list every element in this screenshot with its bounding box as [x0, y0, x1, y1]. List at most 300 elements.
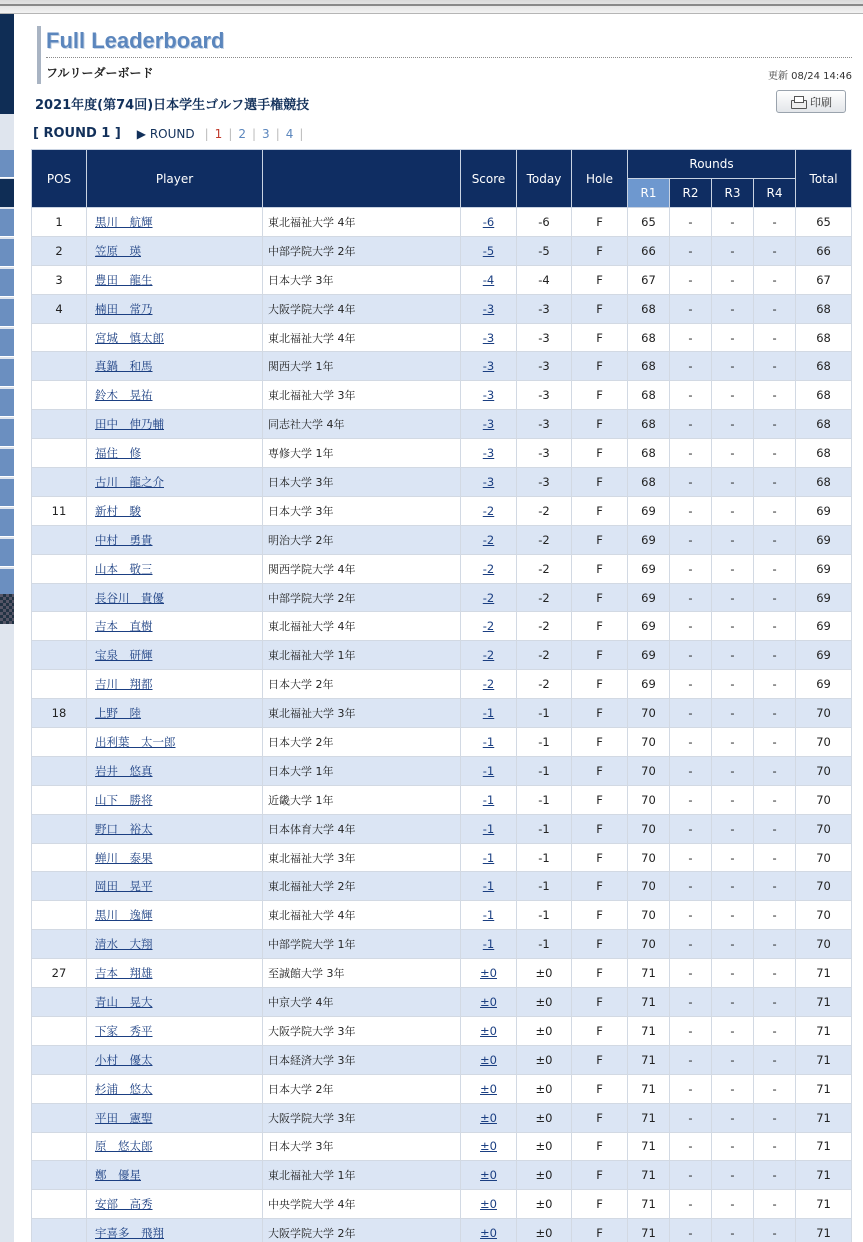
- player-cell: [87, 930, 263, 959]
- header-r1: R1: [628, 179, 670, 208]
- hole-cell: F: [572, 785, 628, 814]
- pos-cell: 11: [32, 496, 87, 525]
- school-cell: 東北福祉大学 2年: [263, 872, 461, 901]
- r4-cell: -: [754, 872, 796, 901]
- score-link[interactable]: -5: [482, 243, 495, 258]
- score-link[interactable]: ±0: [480, 966, 497, 981]
- player-link[interactable]: 中村 勇貴: [95, 532, 153, 547]
- round-nav-label: ▶ ROUND: [136, 126, 195, 141]
- r2-cell: -: [670, 988, 712, 1017]
- score-cell: [461, 785, 517, 814]
- r4-cell: -: [754, 352, 796, 381]
- player-link[interactable]: 安部 高秀: [95, 1197, 153, 1212]
- pos-cell: 4: [32, 294, 87, 323]
- r3-cell: -: [712, 583, 754, 612]
- score-link[interactable]: ±0: [480, 1168, 497, 1183]
- score-link[interactable]: -1: [482, 792, 495, 807]
- r4-cell: -: [754, 699, 796, 728]
- table-row: [32, 814, 852, 843]
- score-link[interactable]: -6: [482, 214, 495, 229]
- player-link[interactable]: 笠原 瑛: [95, 243, 141, 258]
- score-link[interactable]: -1: [482, 937, 495, 952]
- total-cell: 65: [796, 208, 852, 237]
- total-cell: 69: [796, 641, 852, 670]
- pos-cell: [32, 352, 87, 381]
- r4-cell: -: [754, 1045, 796, 1074]
- player-link[interactable]: 岡田 晃平: [95, 879, 153, 894]
- r4-cell: -: [754, 1074, 796, 1103]
- r4-cell: -: [754, 1016, 796, 1045]
- score-link[interactable]: ±0: [480, 1110, 497, 1125]
- table-row: [32, 612, 852, 641]
- school-cell: 関西学院大学 4年: [263, 554, 461, 583]
- player-cell: [87, 410, 263, 439]
- school-cell: 日本大学 3年: [263, 1132, 461, 1161]
- score-link[interactable]: ±0: [480, 1081, 497, 1096]
- hole-cell: F: [572, 641, 628, 670]
- hole-cell: F: [572, 439, 628, 468]
- score-cell: [461, 612, 517, 641]
- r2-cell: -: [670, 525, 712, 554]
- r4-cell: -: [754, 236, 796, 265]
- score-cell: [461, 1190, 517, 1219]
- today-cell: -1: [517, 728, 572, 757]
- table-row: [32, 410, 852, 439]
- total-cell: 70: [796, 699, 852, 728]
- print-button[interactable]: [776, 90, 846, 113]
- sidebar-item[interactable]: [0, 449, 14, 477]
- round-link-1[interactable]: 1: [214, 126, 223, 141]
- player-cell: [87, 872, 263, 901]
- player-link[interactable]: 原 悠太郎: [95, 1139, 153, 1154]
- player-link[interactable]: 平田 憲聖: [95, 1110, 153, 1125]
- score-link[interactable]: -3: [482, 474, 495, 489]
- sidebar-item[interactable]: [0, 479, 14, 507]
- r2-cell: -: [670, 208, 712, 237]
- today-cell: ±0: [517, 1016, 572, 1045]
- round-separator: |: [204, 126, 209, 141]
- school-cell: 日本大学 2年: [263, 670, 461, 699]
- score-link[interactable]: -3: [482, 446, 495, 461]
- score-cell: [461, 1074, 517, 1103]
- r1-cell: 70: [628, 756, 670, 785]
- table-row: [32, 901, 852, 930]
- pos-cell: [32, 583, 87, 612]
- school-cell: 東北福祉大学 3年: [263, 843, 461, 872]
- player-link[interactable]: 黒川 航輝: [95, 214, 153, 229]
- player-link[interactable]: 蝉川 泰果: [95, 850, 153, 865]
- score-link[interactable]: ±0: [480, 1197, 497, 1212]
- r1-cell: 68: [628, 410, 670, 439]
- hole-cell: F: [572, 525, 628, 554]
- r1-cell: 70: [628, 872, 670, 901]
- hole-cell: F: [572, 381, 628, 410]
- hole-cell: F: [572, 901, 628, 930]
- score-link[interactable]: -3: [482, 388, 495, 403]
- school-cell: 日本大学 3年: [263, 468, 461, 497]
- player-cell: [87, 1219, 263, 1242]
- score-link[interactable]: -2: [482, 619, 495, 634]
- player-link[interactable]: 吉川 翔都: [95, 677, 153, 692]
- school-cell: 東北福祉大学 4年: [263, 901, 461, 930]
- today-cell: -2: [517, 641, 572, 670]
- total-cell: 69: [796, 554, 852, 583]
- hole-cell: F: [572, 583, 628, 612]
- r1-cell: 71: [628, 1219, 670, 1242]
- r4-cell: -: [754, 410, 796, 439]
- player-link[interactable]: 出利葉 太一郎: [95, 734, 176, 749]
- total-cell: 68: [796, 468, 852, 497]
- score-link[interactable]: -3: [482, 330, 495, 345]
- score-link[interactable]: ±0: [480, 994, 497, 1009]
- r4-cell: -: [754, 439, 796, 468]
- sidebar-item[interactable]: [0, 359, 14, 387]
- hole-cell: F: [572, 352, 628, 381]
- r3-cell: -: [712, 381, 754, 410]
- r2-cell: -: [670, 1219, 712, 1242]
- pos-cell: 1: [32, 208, 87, 237]
- pos-cell: [32, 1016, 87, 1045]
- player-link[interactable]: 上野 陸: [95, 706, 141, 721]
- today-cell: ±0: [517, 1074, 572, 1103]
- round-separator: |: [252, 126, 257, 141]
- r3-cell: -: [712, 814, 754, 843]
- player-link[interactable]: 野口 裕太: [95, 821, 153, 836]
- today-cell: ±0: [517, 959, 572, 988]
- r2-cell: -: [670, 785, 712, 814]
- table-row: [32, 1219, 852, 1242]
- r4-cell: -: [754, 959, 796, 988]
- player-link[interactable]: 宇喜多 飛翔: [95, 1226, 164, 1241]
- table-row: [32, 208, 852, 237]
- table-row: [32, 439, 852, 468]
- pos-cell: [32, 785, 87, 814]
- sidebar-item[interactable]: [0, 239, 14, 267]
- header-player: Player: [87, 150, 263, 208]
- r3-cell: -: [712, 525, 754, 554]
- player-cell: [87, 439, 263, 468]
- printer-icon: [790, 96, 806, 108]
- r3-cell: -: [712, 352, 754, 381]
- r1-cell: 70: [628, 843, 670, 872]
- school-cell: 大阪学院大学 4年: [263, 294, 461, 323]
- r1-cell: 67: [628, 265, 670, 294]
- score-link[interactable]: -1: [482, 706, 495, 721]
- score-cell: [461, 554, 517, 583]
- score-link[interactable]: -1: [482, 821, 495, 836]
- sidebar-active-item[interactable]: [0, 179, 14, 207]
- table-row: [32, 265, 852, 294]
- player-cell: [87, 525, 263, 554]
- pos-cell: [32, 872, 87, 901]
- print-button-label: 印刷: [810, 95, 832, 109]
- player-link[interactable]: 福住 修: [95, 446, 141, 461]
- total-cell: 68: [796, 323, 852, 352]
- player-cell: [87, 814, 263, 843]
- school-cell: 東北福祉大学 4年: [263, 612, 461, 641]
- r1-cell: 70: [628, 930, 670, 959]
- table-row: [32, 699, 852, 728]
- score-link[interactable]: -1: [482, 763, 495, 778]
- score-link[interactable]: -1: [482, 908, 495, 923]
- player-cell: [87, 1074, 263, 1103]
- score-cell: [461, 323, 517, 352]
- player-link[interactable]: 青山 晃大: [95, 994, 153, 1009]
- sidebar-item[interactable]: [0, 299, 14, 327]
- r1-cell: 71: [628, 1190, 670, 1219]
- score-link[interactable]: -2: [482, 532, 495, 547]
- player-link[interactable]: 鈴木 晃祐: [95, 388, 153, 403]
- r1-cell: 69: [628, 583, 670, 612]
- score-link[interactable]: -1: [482, 734, 495, 749]
- round-separator: |: [299, 126, 304, 141]
- score-link[interactable]: -2: [482, 648, 495, 663]
- pos-cell: 2: [32, 236, 87, 265]
- today-cell: -6: [517, 208, 572, 237]
- r1-cell: 66: [628, 236, 670, 265]
- hole-cell: F: [572, 1161, 628, 1190]
- player-cell: [87, 1132, 263, 1161]
- r4-cell: -: [754, 1219, 796, 1242]
- pos-cell: [32, 641, 87, 670]
- r4-cell: -: [754, 641, 796, 670]
- today-cell: -1: [517, 756, 572, 785]
- player-link[interactable]: 小村 優太: [95, 1052, 153, 1067]
- total-cell: 71: [796, 988, 852, 1017]
- round-link-3[interactable]: 3: [262, 126, 270, 141]
- r2-cell: -: [670, 1190, 712, 1219]
- today-cell: -3: [517, 352, 572, 381]
- table-row: [32, 785, 852, 814]
- r3-cell: -: [712, 439, 754, 468]
- player-link[interactable]: 長谷川 貴優: [95, 590, 164, 605]
- r1-cell: 69: [628, 496, 670, 525]
- school-cell: 中央学院大学 4年: [263, 1190, 461, 1219]
- today-cell: -2: [517, 525, 572, 554]
- sidebar-item[interactable]: [0, 419, 14, 447]
- today-cell: -1: [517, 930, 572, 959]
- sidebar-item[interactable]: [0, 269, 14, 297]
- hole-cell: F: [572, 294, 628, 323]
- pos-cell: [32, 525, 87, 554]
- r2-cell: -: [670, 699, 712, 728]
- player-link[interactable]: 鄭 優星: [95, 1168, 141, 1183]
- score-link[interactable]: -3: [482, 301, 495, 316]
- sidebar-item[interactable]: [0, 569, 14, 597]
- round-link-4[interactable]: 4: [285, 126, 294, 141]
- player-link[interactable]: 豊田 龍生: [95, 272, 153, 287]
- school-cell: 日本大学 3年: [263, 265, 461, 294]
- sidebar-item[interactable]: [0, 509, 14, 537]
- sidebar-item[interactable]: [0, 150, 14, 178]
- pos-cell: [32, 843, 87, 872]
- total-cell: 70: [796, 901, 852, 930]
- hole-cell: F: [572, 988, 628, 1017]
- pos-cell: [32, 728, 87, 757]
- player-cell: [87, 236, 263, 265]
- today-cell: -3: [517, 410, 572, 439]
- player-link[interactable]: 田中 伸乃輔: [95, 417, 164, 432]
- score-link[interactable]: -1: [482, 879, 495, 894]
- score-link[interactable]: -2: [482, 561, 495, 576]
- pos-cell: [32, 1074, 87, 1103]
- leaderboard-table: [31, 149, 852, 1242]
- pos-cell: [32, 323, 87, 352]
- round-separator: |: [228, 126, 233, 141]
- score-link[interactable]: -3: [482, 417, 495, 432]
- score-link[interactable]: ±0: [480, 1023, 497, 1038]
- pos-cell: [32, 1219, 87, 1242]
- score-link[interactable]: -2: [482, 503, 495, 518]
- hole-cell: F: [572, 814, 628, 843]
- player-link[interactable]: 岩井 悠真: [95, 763, 153, 778]
- pos-cell: [32, 381, 87, 410]
- r1-cell: 71: [628, 1074, 670, 1103]
- r1-cell: 71: [628, 1045, 670, 1074]
- r4-cell: -: [754, 1190, 796, 1219]
- pos-cell: 27: [32, 959, 87, 988]
- player-link[interactable]: 杉浦 悠太: [95, 1081, 153, 1096]
- r3-cell: -: [712, 843, 754, 872]
- score-cell: [461, 468, 517, 497]
- player-cell: [87, 699, 263, 728]
- r2-cell: -: [670, 236, 712, 265]
- r3-cell: -: [712, 265, 754, 294]
- r3-cell: -: [712, 901, 754, 930]
- score-cell: [461, 1016, 517, 1045]
- hole-cell: F: [572, 554, 628, 583]
- r1-cell: 70: [628, 901, 670, 930]
- school-cell: 東北福祉大学 1年: [263, 641, 461, 670]
- today-cell: ±0: [517, 988, 572, 1017]
- hole-cell: F: [572, 1016, 628, 1045]
- table-row: [32, 930, 852, 959]
- r3-cell: -: [712, 1219, 754, 1242]
- score-link[interactable]: -3: [482, 359, 495, 374]
- score-link[interactable]: -1: [482, 850, 495, 865]
- school-cell: 至誠館大学 3年: [263, 959, 461, 988]
- pos-cell: [32, 439, 87, 468]
- player-link[interactable]: 山本 敬三: [95, 561, 153, 576]
- total-cell: 71: [796, 1045, 852, 1074]
- player-link[interactable]: 吉本 直樹: [95, 619, 153, 634]
- total-cell: 67: [796, 265, 852, 294]
- score-link[interactable]: ±0: [480, 1052, 497, 1067]
- r3-cell: -: [712, 612, 754, 641]
- pos-cell: [32, 988, 87, 1017]
- r2-cell: -: [670, 641, 712, 670]
- score-cell: [461, 236, 517, 265]
- window-top-bar: [0, 0, 863, 14]
- score-link[interactable]: -2: [482, 590, 495, 605]
- score-cell: [461, 699, 517, 728]
- school-cell: 日本体育大学 4年: [263, 814, 461, 843]
- score-link[interactable]: ±0: [480, 1139, 497, 1154]
- r3-cell: -: [712, 988, 754, 1017]
- r4-cell: -: [754, 728, 796, 757]
- score-cell: [461, 670, 517, 699]
- score-cell: [461, 1045, 517, 1074]
- school-cell: 東北福祉大学 4年: [263, 208, 461, 237]
- player-cell: [87, 294, 263, 323]
- hole-cell: F: [572, 468, 628, 497]
- score-cell: [461, 1161, 517, 1190]
- r4-cell: -: [754, 208, 796, 237]
- table-row: [32, 1103, 852, 1132]
- r4-cell: -: [754, 381, 796, 410]
- school-cell: 明治大学 2年: [263, 525, 461, 554]
- player-link[interactable]: 新村 駿: [95, 503, 141, 518]
- score-link[interactable]: -4: [482, 272, 495, 287]
- total-cell: 68: [796, 410, 852, 439]
- score-link[interactable]: -2: [482, 677, 495, 692]
- player-link[interactable]: 清水 大翔: [95, 937, 153, 952]
- pos-cell: 3: [32, 265, 87, 294]
- r1-cell: 70: [628, 814, 670, 843]
- score-cell: [461, 901, 517, 930]
- r4-cell: -: [754, 814, 796, 843]
- score-link[interactable]: ±0: [480, 1226, 497, 1241]
- score-cell: [461, 728, 517, 757]
- round-link-2[interactable]: 2: [238, 126, 246, 141]
- r1-cell: 65: [628, 208, 670, 237]
- player-link[interactable]: 黒川 逸輝: [95, 908, 153, 923]
- total-cell: 71: [796, 1132, 852, 1161]
- today-cell: ±0: [517, 1219, 572, 1242]
- total-cell: 66: [796, 236, 852, 265]
- player-link[interactable]: 宝泉 研輝: [95, 648, 153, 663]
- player-cell: [87, 1161, 263, 1190]
- left-sidebar: [0, 14, 14, 1242]
- total-cell: 70: [796, 814, 852, 843]
- header-r3: R3: [712, 179, 754, 208]
- player-link[interactable]: 宮城 慎太郎: [95, 330, 164, 345]
- hole-cell: F: [572, 699, 628, 728]
- table-row: [32, 352, 852, 381]
- player-link[interactable]: 楠田 常乃: [95, 301, 153, 316]
- player-cell: [87, 1103, 263, 1132]
- player-link[interactable]: 下家 秀平: [95, 1023, 153, 1038]
- r1-cell: 70: [628, 728, 670, 757]
- sidebar-item[interactable]: [0, 329, 14, 357]
- school-cell: 大阪学院大学 3年: [263, 1103, 461, 1132]
- sidebar-item[interactable]: [0, 389, 14, 417]
- player-link[interactable]: 山下 勝将: [95, 792, 153, 807]
- pos-cell: [32, 1161, 87, 1190]
- hole-cell: F: [572, 410, 628, 439]
- pos-cell: [32, 1045, 87, 1074]
- player-link[interactable]: 古川 龍之介: [95, 474, 164, 489]
- total-cell: 70: [796, 930, 852, 959]
- school-cell: 中部学院大学 2年: [263, 583, 461, 612]
- r4-cell: -: [754, 612, 796, 641]
- table-row: [32, 381, 852, 410]
- total-cell: 70: [796, 785, 852, 814]
- player-link[interactable]: 吉本 翔雄: [95, 966, 153, 981]
- today-cell: -1: [517, 843, 572, 872]
- total-cell: 68: [796, 352, 852, 381]
- today-cell: ±0: [517, 1190, 572, 1219]
- sidebar-item[interactable]: [0, 209, 14, 237]
- r2-cell: -: [670, 930, 712, 959]
- r4-cell: -: [754, 554, 796, 583]
- r4-cell: -: [754, 294, 796, 323]
- player-link[interactable]: 真鍋 和馬: [95, 359, 153, 374]
- school-cell: 大阪学院大学 2年: [263, 1219, 461, 1242]
- table-row: [32, 670, 852, 699]
- sidebar-item[interactable]: [0, 539, 14, 567]
- r4-cell: -: [754, 901, 796, 930]
